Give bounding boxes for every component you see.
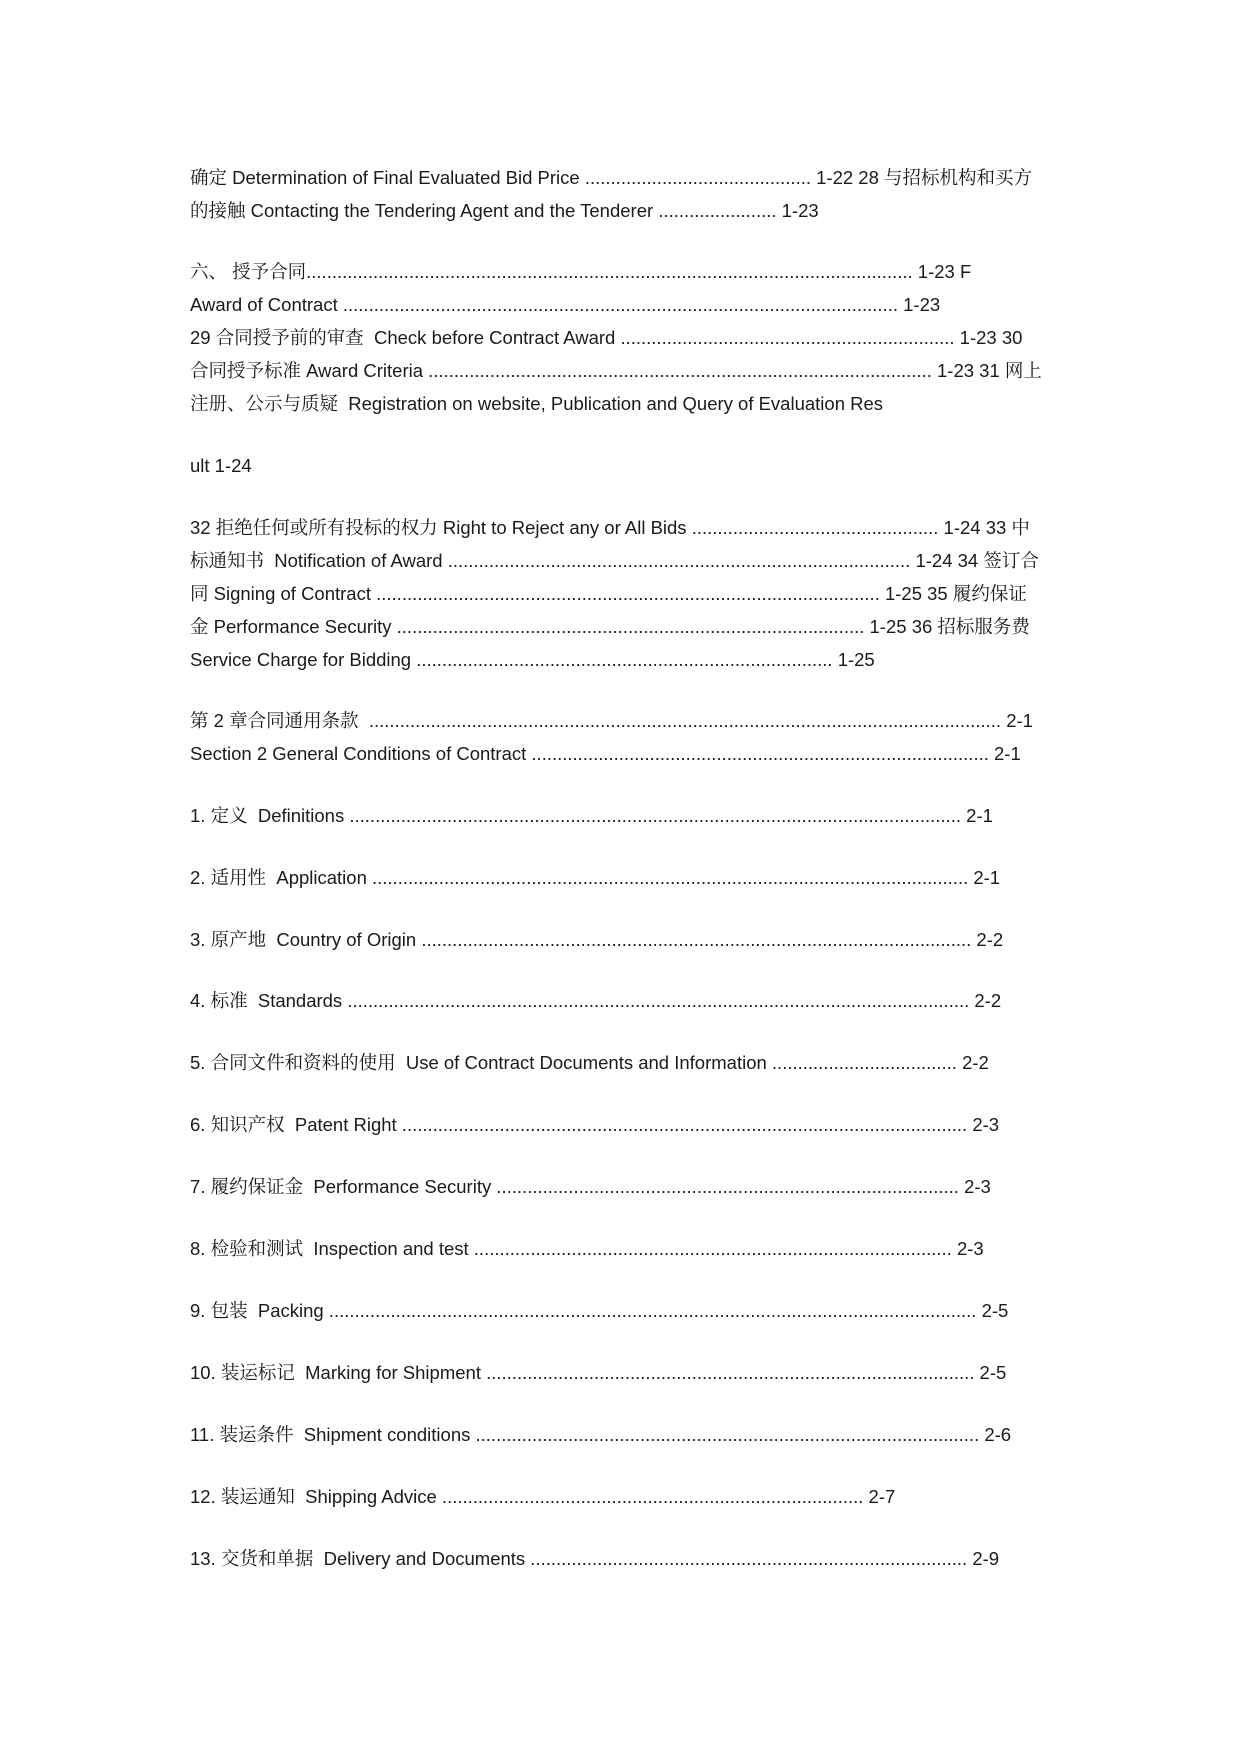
toc-line: Award of Contract ............................................................................................................ 1-23 xyxy=(190,294,941,315)
toc-line: 8. 检验和测试 Inspection and test ............................................................................................. 2-3 xyxy=(190,1238,984,1259)
toc-line: Section 2 General Conditions of Contract ......................................................................................... 2-1 xyxy=(190,743,1021,764)
toc-line: 7. 履约保证金 Performance Security .......................................................................................... 2-3 xyxy=(190,1176,991,1197)
toc-line: 11. 装运条件 Shipment conditions .................................................................................................. 2-6 xyxy=(190,1424,1012,1445)
toc-line: 第 2 章合同通用条款 ........................................................................................................................... 2-1 xyxy=(190,710,1033,731)
toc-line: 确定 Determination of Final Evaluated Bid Price ............................................ 1-22 28 与招标机构和买方 xyxy=(190,167,1033,188)
toc-line: 3. 原产地 Country of Origin ........................................................................................................... 2-2 xyxy=(190,929,1004,950)
toc-line: 六、 授予合同...................................................................................................................... 1-23 F xyxy=(190,261,972,282)
toc-line: ult 1-24 xyxy=(190,455,252,476)
toc-line: 6. 知识产权 Patent Right .............................................................................................................. 2-3 xyxy=(190,1114,1000,1135)
toc-line: 9. 包装 Packing .............................................................................................................................. 2-5 xyxy=(190,1300,1009,1321)
toc-line: 的接触 Contacting the Tendering Agent and the Tenderer ....................... 1-23 xyxy=(190,200,819,221)
toc-line: 同 Signing of Contract .................................................................................................. 1-25 35 履约保证 xyxy=(190,583,1027,604)
toc-line: 5. 合同文件和资料的使用 Use of Contract Documents and Information .................................... 2-2 xyxy=(190,1052,989,1073)
toc-line: 注册、公示与质疑 Registration on website, Publication and Query of Evaluation Res xyxy=(190,393,884,414)
toc-line: 金 Performance Security ........................................................................................... 1-25 36 招标服务费 xyxy=(190,616,1030,637)
toc-line: 合同授予标准 Award Criteria .................................................................................................. 1-23 31 网上 xyxy=(190,360,1042,381)
toc-line: 32 拒绝任何或所有投标的权力 Right to Reject any or All Bids ................................................ 1-24 33 中 xyxy=(190,517,1030,538)
toc-line: 12. 装运通知 Shipping Advice .................................................................................. 2-7 xyxy=(190,1486,896,1507)
toc-line: Service Charge for Bidding ................................................................................. 1-25 xyxy=(190,649,875,670)
toc-line: 2. 适用性 Application .................................................................................................................... 2-1 xyxy=(190,867,1001,888)
toc-line: 10. 装运标记 Marking for Shipment ............................................................................................... 2-5 xyxy=(190,1362,1007,1383)
toc-line: 标通知书 Notification of Award .......................................................................................... 1-24 34 签订合 xyxy=(190,550,1039,571)
toc-line: 29 合同授予前的审查 Check before Contract Award ................................................................. 1-23 30 xyxy=(190,327,1023,348)
toc-line: 1. 定义 Definitions ....................................................................................................................... 2-1 xyxy=(190,805,993,826)
toc-line: 13. 交货和单据 Delivery and Documents ..................................................................................... 2-9 xyxy=(190,1548,1000,1569)
toc-line: 4. 标准 Standards ......................................................................................................................... 2-2 xyxy=(190,990,1002,1011)
